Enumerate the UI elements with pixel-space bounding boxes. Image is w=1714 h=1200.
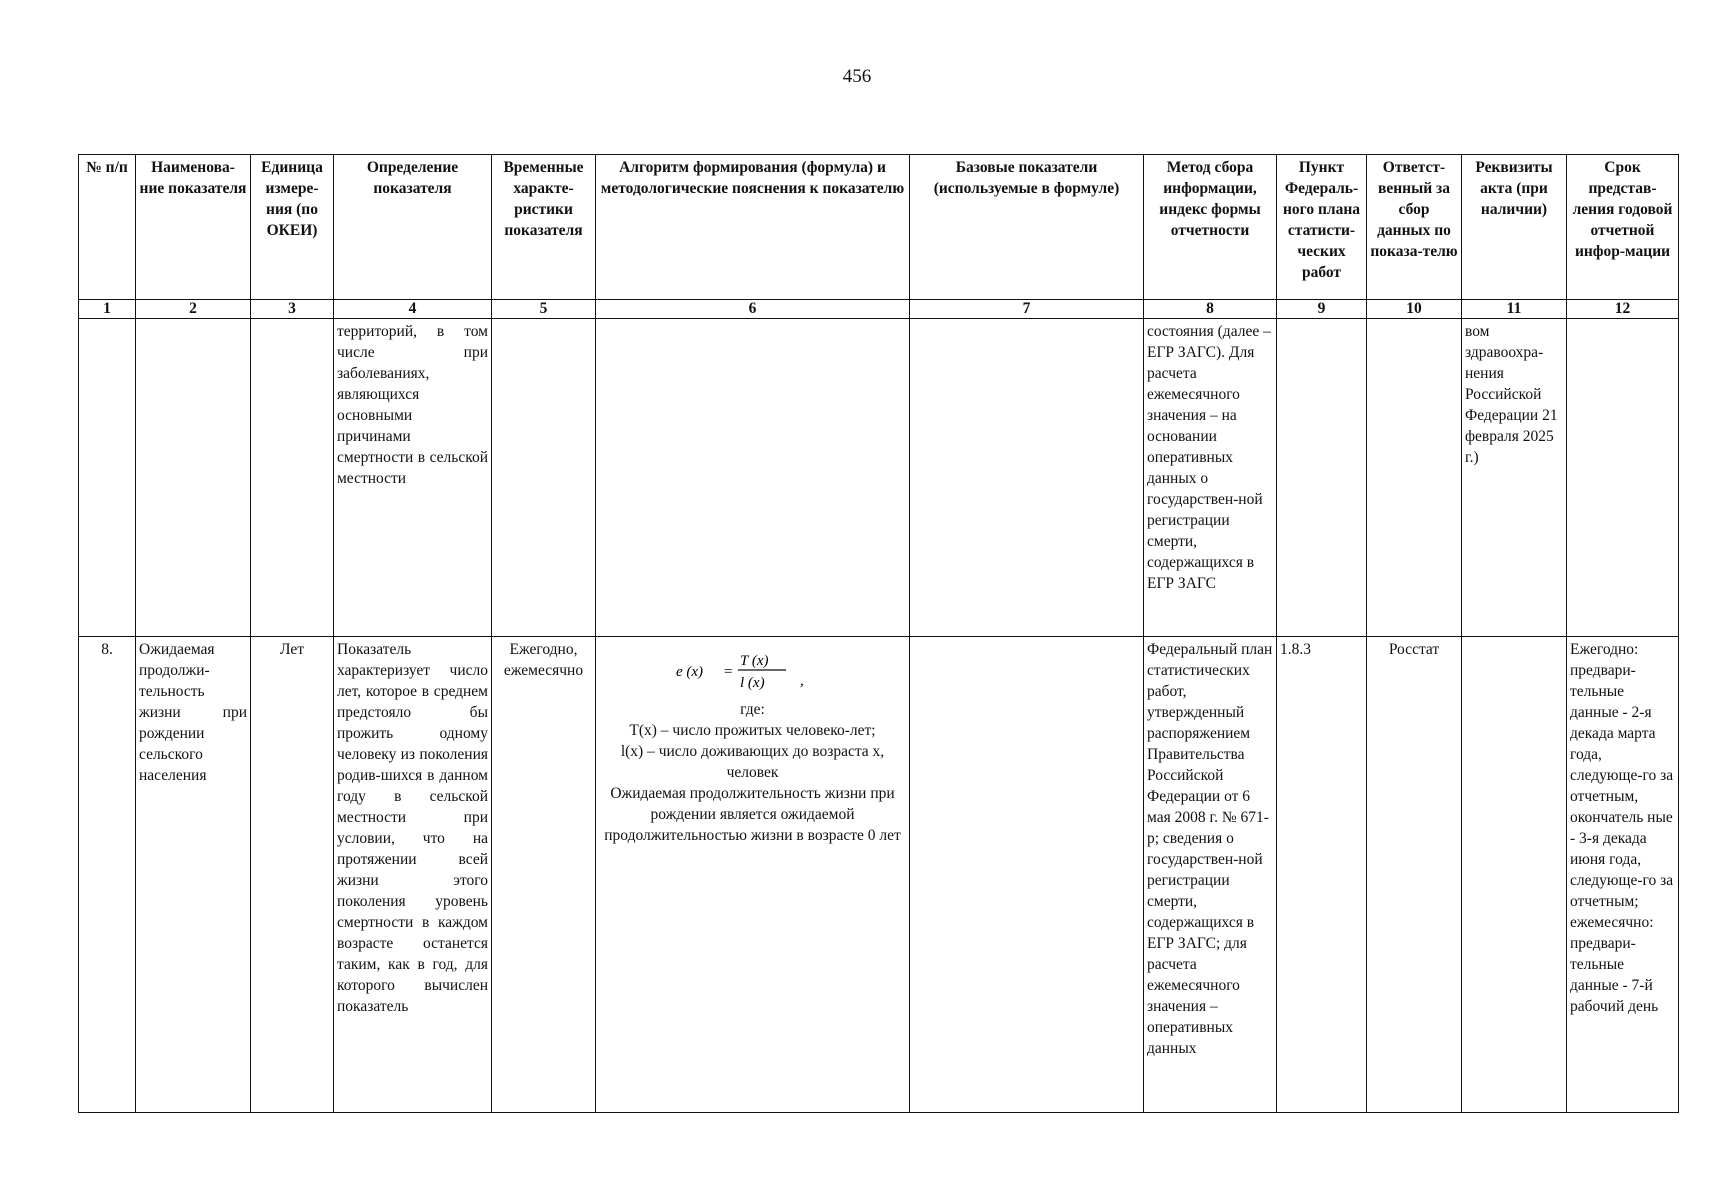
- algorithm-line: l(x) – число доживающих до возраста x, человек: [620, 743, 889, 781]
- header-col-4: Определение показателя: [334, 155, 492, 300]
- column-number-row: [79, 300, 1679, 319]
- plan-item: 1.8.3: [1277, 637, 1367, 1113]
- column-number: 7: [910, 300, 1144, 319]
- time-characteristics: Ежегодно, ежемесячно: [492, 637, 596, 1113]
- method-continued: состояния (далее – ЕГР ЗАГС). Для расчета ежемесячного значения – на основании оперативных данных о государствен-ной регистрации смерти, содержащихся в ЕГР ЗАГС: [1144, 319, 1277, 637]
- column-number: 8: [1144, 300, 1277, 319]
- table-row-8: [79, 637, 1679, 1113]
- column-number: 5: [492, 300, 596, 319]
- column-number: 10: [1367, 300, 1462, 319]
- column-number: 6: [596, 300, 910, 319]
- header-col-6: Алгоритм формирования (формула) и методологические пояснения к показателю: [596, 155, 910, 300]
- header-col-1: № п/п: [79, 155, 136, 300]
- formula-lhs: e (x): [675, 664, 703, 680]
- indicator-name: Ожидаемая продолжи-тельность жизни при рождении сельского населения: [136, 637, 251, 1113]
- row-number: 8.: [79, 637, 136, 1113]
- indicators-table: [78, 154, 1679, 1113]
- act-continued: вом здравоохра-нения Российской Федерации 21 февраля 2025 г.): [1462, 319, 1567, 637]
- algorithm-line: где:: [740, 701, 765, 718]
- base-indicators: [910, 637, 1144, 1113]
- header-col-7: Базовые показатели (используемые в формуле): [910, 155, 1144, 300]
- cell-empty: [136, 319, 251, 637]
- cell-empty: [1367, 319, 1462, 637]
- column-number: 3: [251, 300, 334, 319]
- indicator-definition: Показатель характеризует число лет, которое в среднем предстояло бы прожить одному человеку из поколения родив-шихся в данном году в сельской местности при условии, что на протяжении всей жизни этого поколения уровень смертности в каждом возрасте останется таким, как в год, для которого вычислен показатель: [334, 637, 492, 1113]
- submission-deadline: Ежегодно: предвари-тельные данные - 2-я декада марта года, следующе-го за отчетным, окончатель ные - 3-я декада июня года, следующе-го за отчетным; ежемесячно: предвари-тельные данные - 7-й рабочий день: [1567, 637, 1679, 1113]
- cell-empty: [1567, 319, 1679, 637]
- act-details: [1462, 637, 1567, 1113]
- header-col-11: Реквизиты акта (при наличии): [1462, 155, 1567, 300]
- unit: Лет: [251, 637, 334, 1113]
- definition-continued: территорий, в том числе при заболеваниях, являющихся основными причинами смертности в сельской местности: [334, 319, 492, 637]
- column-number: 12: [1567, 300, 1679, 319]
- formula-numerator: T (x): [739, 653, 768, 669]
- column-number: 1: [79, 300, 136, 319]
- cell-empty: [1277, 319, 1367, 637]
- column-number: 9: [1277, 300, 1367, 319]
- cell-empty: [596, 319, 910, 637]
- responsible-agency: Росстат: [1367, 637, 1462, 1113]
- header-col-12: Срок представ-ления годовой отчетной инфор-мации: [1567, 155, 1679, 300]
- algorithm-line: T(x) – число прожитых человеко-лет;: [629, 722, 876, 739]
- header-row: [79, 155, 1679, 300]
- table-row-continued: [79, 319, 1679, 637]
- algorithm-line: Ожидаемая продолжительность жизни при рождении является ожидаемой продолжительностью жизни в возрасте 0 лет: [604, 785, 901, 844]
- column-number: 4: [334, 300, 492, 319]
- cell-empty: [251, 319, 334, 637]
- column-number: 11: [1462, 300, 1567, 319]
- header-col-8: Метод сбора информации, индекс формы отчетности: [1144, 155, 1277, 300]
- cell-empty: [910, 319, 1144, 637]
- header-col-9: Пункт Федераль-ного плана статисти-ческих работ: [1277, 155, 1367, 300]
- page-number: 456: [842, 66, 872, 87]
- life-expectancy-formula: [668, 649, 838, 693]
- header-col-3: Единица измере-ния (по ОКЕИ): [251, 155, 334, 300]
- formula-denominator: l (x): [739, 675, 765, 691]
- formula-trailing-comma: ,: [799, 673, 804, 689]
- cell-empty: [79, 319, 136, 637]
- header-col-10: Ответст-венный за сбор данных по показа-телю: [1367, 155, 1462, 300]
- algorithm-cell: [596, 637, 910, 1113]
- header-col-5: Временные характе-ристики показателя: [492, 155, 596, 300]
- cell-empty: [492, 319, 596, 637]
- column-number: 2: [136, 300, 251, 319]
- header-col-2: Наименова-ние показателя: [136, 155, 251, 300]
- formula-equals: =: [723, 664, 732, 680]
- collection-method: Федеральный план статистических работ, утвержденный распоряжением Правительства Российской Федерации от 6 мая 2008 г. № 671-р; сведения о государствен-ной регистрации смерти, содержащихся в ЕГР ЗАГС; для расчета ежемесячного значения – оперативных данных: [1144, 637, 1277, 1113]
